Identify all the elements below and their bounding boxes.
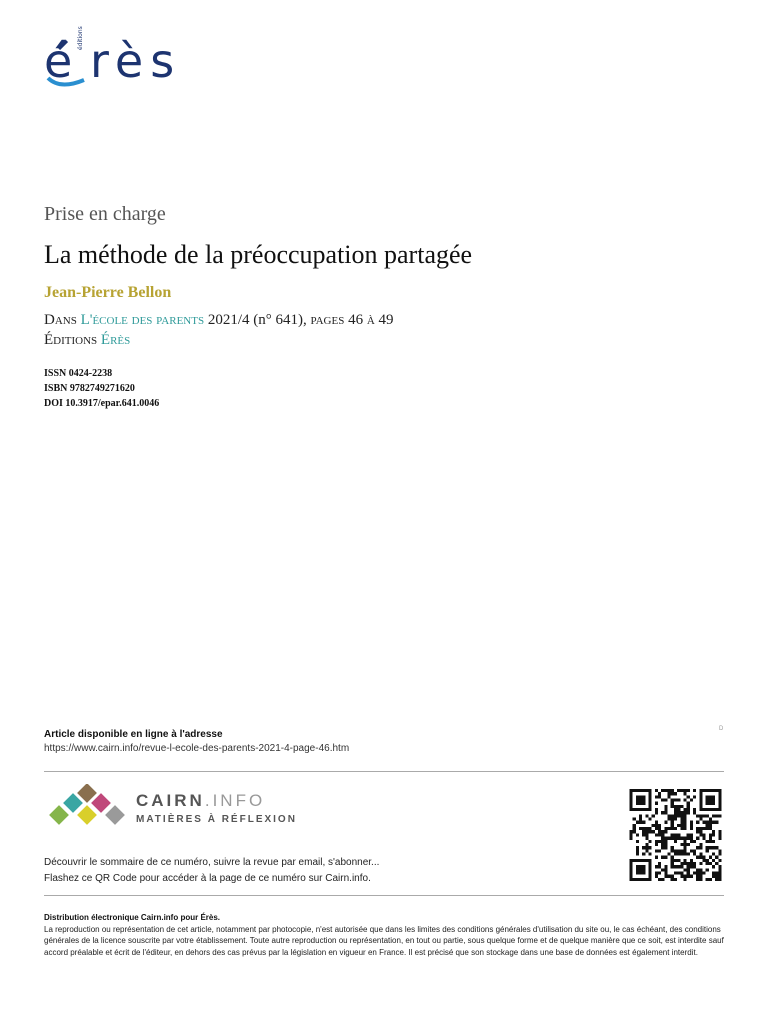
cairn-wordmark (136, 791, 265, 811)
distribution-notice (44, 912, 724, 958)
logo-letters-res: rès (90, 34, 182, 88)
divider-top (44, 771, 724, 772)
identifiers-block (44, 366, 159, 411)
logo-editions-text: éditions (77, 26, 84, 50)
rubrique-label: Prise en charge (44, 203, 166, 225)
issn-line (44, 366, 159, 381)
availability-label: Article disponible en ligne à l'adresse (44, 729, 223, 740)
doi-label: DOI (44, 398, 63, 409)
page-range: , pages 46 à 49 (302, 312, 394, 328)
author-link[interactable]: Jean-Pierre Bellon (44, 284, 172, 301)
cairn-info: .INFO (204, 791, 266, 810)
cairn-tagline: MATIÈRES À RÉFLEXION (136, 814, 297, 825)
divider-bottom (44, 895, 724, 896)
eres-logo (44, 26, 204, 90)
diamond-green (49, 805, 69, 825)
editions-prefix: Éditions (44, 332, 101, 348)
diamond-teal (63, 793, 83, 813)
issn-label: ISSN (44, 368, 67, 379)
cairn-logo-icon (44, 784, 126, 836)
qr-code-icon[interactable] (627, 789, 724, 881)
article-url-link[interactable]: https://www.cairn.info/revue-l-ecole-des-parents-2021-4-page-46.htm (44, 743, 350, 754)
cairn-diamonds (49, 784, 125, 825)
publisher-line (44, 332, 130, 349)
distribution-text: La reproduction ou représentation de cet article, notamment par photocopie, n'est autorisée que dans les limites des conditions générales d'utilisation du site ou, le cas échéant, des conditions générales de la licence souscrite par votre établissement. Toute autre reproduction ou représentation, en tout ou partie, sous quelque forme et de quelque manière que ce soit, est interdite sauf accord préalable et écrit de l'éditeur, en dehors des cas prévus par la législation en vigueur en France. Il est précisé que son stockage dans une base de données est également interdit. (44, 924, 724, 957)
isbn-label: ISBN (44, 383, 68, 394)
cairn-name: CAIRN (136, 791, 205, 810)
doi-value: 10.3917/epar.641.0046 (62, 398, 160, 409)
isbn-value: 9782749271620 (67, 383, 135, 394)
logo-swoosh (46, 74, 86, 88)
diamond-yellow (77, 805, 97, 825)
diamond-brown (77, 784, 97, 803)
issn-value: 0424-2238 (66, 368, 113, 379)
diamond-pink (91, 793, 111, 813)
issue-number: 2021/4 (n° 641) (204, 312, 303, 328)
diamond-grey (105, 805, 125, 825)
discover-line-1: Découvrir le sommaire de ce numéro, suivre la revue par email, s'abonner... (44, 857, 380, 868)
journal-line (44, 312, 394, 329)
publisher-link[interactable]: Érès (100, 332, 131, 348)
small-mark: D (719, 726, 724, 732)
distribution-heading: Distribution électronique Cairn.info pour Érès. (44, 913, 221, 922)
discover-line-2: Flashez ce QR Code pour accéder à la page de ce numéro sur Cairn.info. (44, 873, 371, 884)
discover-text (44, 855, 379, 887)
dans-prefix: Dans (44, 312, 81, 328)
isbn-line (44, 381, 159, 396)
doi-line (44, 396, 159, 411)
journal-link[interactable]: L'école des parents (80, 312, 205, 328)
article-title: La méthode de la préoccupation partagée (44, 240, 473, 269)
logo-letter-e: é (44, 34, 73, 88)
